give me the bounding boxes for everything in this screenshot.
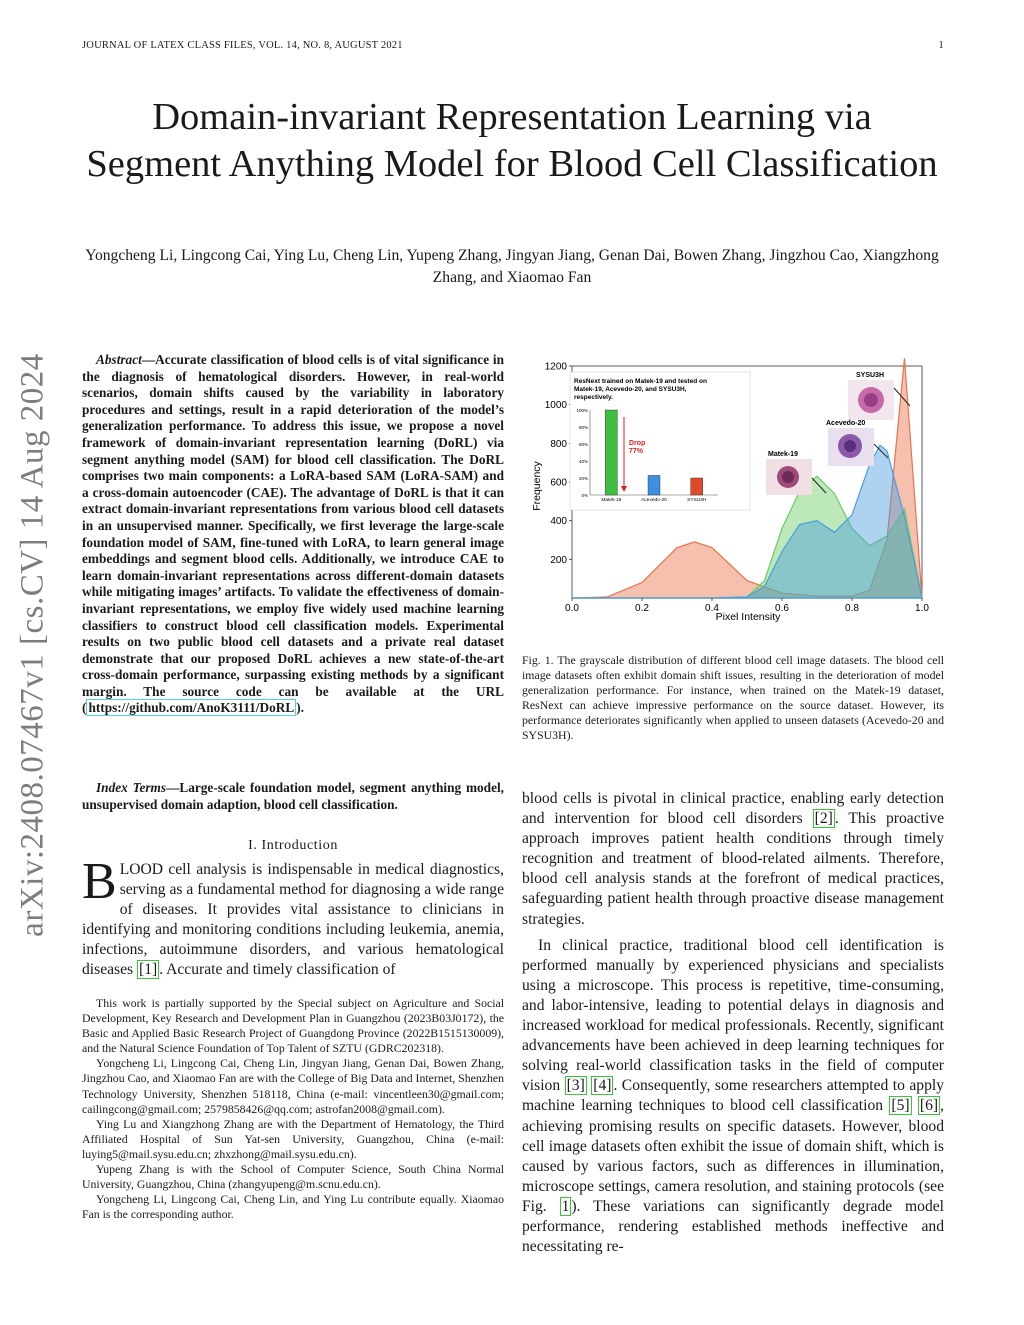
footnote-item: Yongcheng Li, Lingcong Cai, Cheng Lin, and Ying Lu contribute equally. Xiaomao Fan is the corresponding author. <box>82 1192 504 1222</box>
y-tick-label: 400 <box>550 516 567 528</box>
y-tick-label: 1200 <box>544 361 567 373</box>
intro-text-1: LOOD cell analysis is indispensable in medical diagnostics, serving as a fundamental method for diagnosing a wide range of diseases. It provides vital assistance to clinicians in identifying and monitoring conditions including leukemia, anemia, infections, autoimmune disorders, and various hematological diseases <box>82 861 504 978</box>
footnotes <box>82 996 504 1222</box>
inset-caption-line: ResNext trained on Matek-19 and tested on <box>574 378 707 385</box>
text-run: blood cells is pivotal in clinical practice, enabling early detection and intervention for blood cell disorders <box>522 790 944 828</box>
text-run: . Consequently, some researchers attempted to apply machine learning techniques to blood cell classification <box>522 1077 945 1115</box>
abstract-end: ). <box>296 700 304 716</box>
source-code-link[interactable]: https://github.com/AnoK3111/DoRL <box>88 700 295 716</box>
abstract-label: Abstract <box>96 352 142 367</box>
acevedo-nucleus <box>844 440 856 452</box>
page-number: 1 <box>938 40 944 51</box>
paragraph <box>522 936 944 1258</box>
matek-nucleus <box>782 471 794 483</box>
inset-category-label: Acevedo-20 <box>641 498 667 503</box>
index-terms <box>82 780 504 813</box>
y-tick-label: 600 <box>550 477 567 489</box>
inset-y-tick-label: 60% <box>578 442 588 447</box>
text-run: , achieving promising results on specific datasets. However, blood cell image datasets often exhibit the issue of domain shift, which is caused by various factors, such as differences in illumination, microscope settings, camera resolution, and staining protocols (see Fig. <box>522 1097 944 1215</box>
abstract-text: —Accurate classification of blood cells is of vital significance in the diagnosis of hematological disorders. However, in real-world scenarios, domain shifts caused by the variability in laboratory procedures and settings, result in a rapid deterioration of the model’s generalization performance. To address this issue, we propose a novel framework of domain-invariant representation learning (DoRL) via segment anything model (SAM) for blood cell classification. The DoRL comprises two main components: a LoRA-based SAM (LoRA-SAM) and a cross-domain autoencoder (CAE). The advantage of DoRL is that it can extract domain-invariant representations from various blood cell datasets in an unsupervised manner. Specifically, we first leverage the large-scale foundation model of SAM, fine-tuned with LoRA, to learn general image embeddings and segment blood cells. Additionally, we introduce CAE to learn domain-invariant representations across different-domain datasets while mitigating images’ artifacts. To validate the effectiveness of domain-invariant representations, we employ five widely used machine learning classifiers to construct blood cell classification models. Experimental results on two public blood cell datasets and a private real dataset demonstrate that our proposed DoRL achieves a new state-of-the-art cross-domain performance, surpassing existing methods by a significant margin. The source code can be available at the URL ( <box>82 352 504 716</box>
citation-link-2[interactable]: [2] <box>814 810 833 828</box>
y-tick-label: 200 <box>550 554 567 566</box>
footnote-item: Yupeng Zhang is with the School of Computer Science, South China Normal University, Guangzhou, China (zhangyupeng@m.scnu.edu.cn). <box>82 1162 504 1192</box>
index-terms-text: —Large-scale foundation model, segment anything model, unsupervised domain adaption, blood cell classification. <box>82 780 504 812</box>
intro-continued <box>522 789 944 1257</box>
inset-y-tick-label: 40% <box>578 459 588 464</box>
drop-value: 77% <box>629 448 644 455</box>
inset-y-tick-label: 0% <box>581 493 588 498</box>
citation-link-1[interactable]: [1] <box>139 961 158 978</box>
running-header <box>82 40 944 51</box>
citation-link-6[interactable]: [6] <box>919 1097 939 1115</box>
text-run: . This proactive approach improves patient health conditions through timely recognition and treatment of blood-related ailments. Therefore, blood cell analysis stands at the forefront of medical practices, safeguarding patient health through proactive disease management strategies. <box>522 810 944 928</box>
footnote-item: This work is partially supported by the Special subject on Agriculture and Social Development, Key Research and Development Plan in Guangzhou (2023B03J0172), the Basic and Applied Basic Research Project of Guangdong Province (2022B1515130009), and the Natural Science Foundation of Top Talent of SZTU (GDRC202318). <box>82 996 504 1056</box>
matek-label: Matek-19 <box>768 451 798 458</box>
x-axis-label: Pixel Intensity <box>715 611 781 623</box>
x-tick-label: 1.0 <box>915 603 929 614</box>
inset-bar-sysu3h <box>691 478 703 495</box>
drop-label: Drop <box>629 440 646 447</box>
intro-text-2: . Accurate and timely classification of <box>159 961 396 978</box>
acevedo-label: Acevedo-20 <box>826 420 866 427</box>
y-tick-label: 800 <box>550 438 567 450</box>
paper-title: Domain-invariant Representation Learning via Segment Anything Model for Blood Cell Classification <box>86 96 938 185</box>
inset-category-label: SYSU3H <box>687 498 707 503</box>
text-run: ). These variations can significantly degrade model performance, rendering established methods ineffective and necessitating re- <box>522 1197 945 1256</box>
paragraph <box>522 789 944 930</box>
arxiv-stamp <box>8 345 58 945</box>
x-tick-label: 0.6 <box>775 603 789 614</box>
x-tick-label: 0.4 <box>705 603 719 614</box>
figure-1-chart <box>522 358 944 628</box>
figure-caption: Fig. 1. The grayscale distribution of different blood cell image datasets. The blood cell image datasets often exhibit domain shift issues, resulting in the deterioration of model generalization performance. For instance, when trained on the Matek-19 dataset, ResNext can achieve impressive performance on the source dataset. However, its performance deteriorates significantly when applied to unseen datasets (Acevedo-20 and SYSU3H). <box>522 653 944 743</box>
figure-ref-link[interactable]: 1 <box>561 1197 570 1215</box>
text-run: In clinical practice, traditional blood cell identification is performed manually by experienced physicians and specialists using a microscope. This process is repetitive, time-consuming, and labor-intensive, leading to potential delays in diagnosis and increased workload for medical professionals. Recently, significant advancements have been achieved in deep learning techniques for solving real-world classification tasks in the field of computer vision <box>522 936 944 1095</box>
footnote-item: Yongcheng Li, Lingcong Cai, Cheng Lin, Jingyan Jiang, Genan Dai, Bowen Zhang, Jingzhou Cao, and Xiaomao Fan are with the College of Big Data and Internet, Shenzhen Technology University, Shenzhen 518118, China (e-mail: vincentleen30@gmail.com; cailingcong@gmail.com; 2579858426@qq.com; astrofan2008@gmail.com). <box>82 1056 504 1116</box>
intro-paragraph <box>82 853 504 980</box>
journal-name: JOURNAL OF LATEX CLASS FILES, VOL. 14, NO. 8, AUGUST 2021 <box>82 40 403 51</box>
inset-category-label: Matek-19 <box>601 498 622 503</box>
text-run <box>912 1097 918 1114</box>
inset-y-tick-label: 80% <box>578 425 588 430</box>
citation-link-3[interactable]: [3] <box>566 1077 585 1095</box>
dropcap-letter: B <box>82 853 117 910</box>
x-tick-label: 0.0 <box>565 603 579 614</box>
x-tick-label: 0.2 <box>635 603 649 614</box>
y-tick-label: 1000 <box>544 400 567 412</box>
abstract <box>82 352 504 717</box>
inset-caption-line: respectively. <box>574 394 613 401</box>
inset-y-tick-label: 100% <box>576 408 588 413</box>
author-list: Yongcheng Li, Lingcong Cai, Ying Lu, Cheng Lin, Yupeng Zhang, Jingyan Jiang, Genan Dai, Bowen Zhang, Jingzhou Cao, Xiangzhong Zhang, and Xiaomao Fan <box>85 247 939 286</box>
citation-link-4[interactable]: [4] <box>593 1077 612 1095</box>
x-tick-label: 0.8 <box>845 603 859 614</box>
citation-link-5[interactable]: [5] <box>891 1097 910 1115</box>
arxiv-id: arXiv:2408.07467v1 [cs.CV] 14 Aug 2024 <box>14 353 51 937</box>
section-heading: I. Introduction <box>248 838 338 853</box>
inset-caption-line: Matek-19, Acevedo-20, and SYSU3H, <box>574 386 687 393</box>
sysu3h-nucleus <box>864 393 878 407</box>
index-terms-label: Index Terms <box>96 780 167 795</box>
inset-y-tick-label: 20% <box>578 476 588 481</box>
y-axis-label: Frequency <box>531 461 543 511</box>
inset-bar-acevedo-20 <box>648 475 660 495</box>
inset-bar-matek-19 <box>605 410 617 495</box>
sysu3h-label: SYSU3H <box>856 372 885 379</box>
footnote-item: Ying Lu and Xiangzhong Zhang are with the Department of Hematology, the Third Affiliated Hospital of Sun Yat-sen University, Guangzhou, China (e-mail: luying5@mail.sysu.edu.cn; zhxzhong@mail.sysu.edu.cn). <box>82 1116 504 1161</box>
